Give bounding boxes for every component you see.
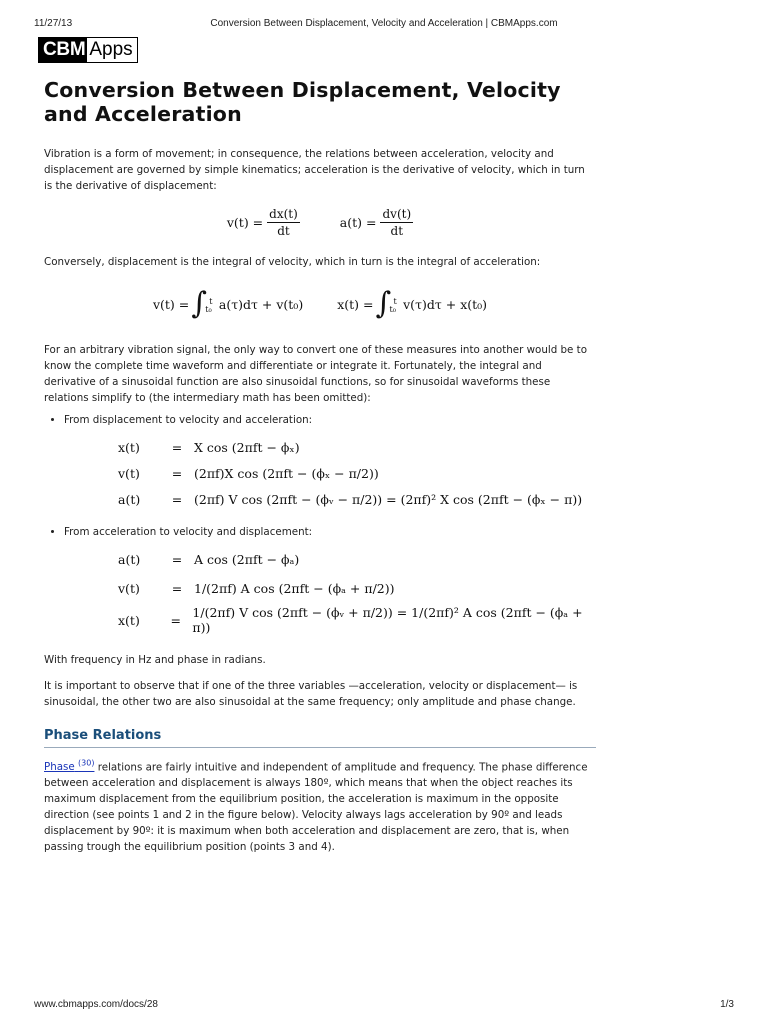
eq-lhs: v(t) (118, 580, 140, 596)
page-number: 1/3 (720, 999, 734, 1010)
v-fraction (267, 207, 300, 238)
conversely-paragraph: Conversely, displacement is the integral of velocity, which in turn is the integral of acceleration: (44, 256, 541, 268)
phase-text: relations are fairly intuitive and independent of amplitude and frequency. The phase difference between acceleration and displacement is always 180º, which means that when the object reaches its maximum displacement from the equilibrium position, the acceleration is maximum in the opposite direction (see points 1 and 2 in the figure below). Velocity always lags acceleration by 90º and leads displacement by 90º: it is maximum when both acceleration and displacement are zero, that is, when passing trough the equilibrium position (points 3 and 4). (44, 761, 588, 854)
logo-part-cbm: CBM (39, 38, 87, 62)
eq-rhs: X cos (2πft − ϕₓ) (194, 439, 300, 455)
phase-relations-section (44, 728, 596, 855)
int-lower: t₀ (205, 305, 212, 314)
a-fraction (380, 207, 413, 238)
eq-rhs: (2πf)X cos (2πft − (ϕₓ − π/2)) (194, 465, 379, 481)
eq-equals: = (171, 580, 183, 596)
phase-paragraph (44, 756, 596, 855)
bullet-list-1 (44, 412, 596, 428)
print-url: www.cbmapps.com/docs/28 (34, 999, 158, 1010)
cbmapps-logo[interactable] (38, 37, 138, 63)
phase-link[interactable] (44, 761, 94, 773)
bullet-acceleration: • From acceleration to velocity and displacement: (64, 524, 596, 540)
print-header (34, 18, 734, 32)
int-upper: t (393, 297, 397, 306)
eq-row (118, 572, 596, 604)
eq-lhs: a(t) (118, 551, 141, 567)
article-content (44, 78, 596, 855)
a-lhs: a(t) = (339, 214, 377, 230)
phase-link-count: (30) (78, 759, 95, 768)
frequency-note: With frequency in Hz and phase in radians. (44, 654, 266, 666)
eq-equals: = (171, 465, 183, 481)
eq-rhs: 1/(2πf) A cos (2πft − (ϕₐ + π/2)) (194, 580, 395, 596)
eq-row (118, 604, 596, 636)
int-x-body: v(τ)dτ + x(t₀) (403, 296, 488, 312)
v-denominator: dt (277, 223, 290, 238)
int-upper: t (209, 297, 213, 306)
eq-lhs: x(t) (118, 612, 140, 628)
equation-set-2 (118, 546, 596, 636)
logo-part-apps: Apps (87, 38, 136, 62)
eq-equals: = (171, 439, 183, 455)
eq-equals: = (171, 551, 183, 567)
phase-link-text: Phase (44, 761, 75, 774)
arbitrary-signal-paragraph: For an arbitrary vibration signal, the only way to convert one of these measures into another would be to know the complete time waveform and differentiate or integrate it. Fortunately, the integral and derivative of a sinusoidal function are also sinusoidal functions, so for sinusoidal waveforms these relations simplify to (the intermediary math has been omitted): (44, 344, 588, 404)
eq-lhs: a(t) (118, 491, 141, 507)
equation-set-1 (118, 434, 596, 512)
derivative-equations (44, 200, 596, 244)
int-lower: t₀ (389, 305, 396, 314)
section-heading-phase-relations: Phase Relations (44, 728, 596, 748)
observe-paragraph: It is important to observe that if one of the three variables —acceleration, velocity or displacement— is sinusoidal, the other two are also sinusoidal at the same frequency; only amplitude and phase change. (44, 680, 578, 708)
integral-equations (44, 276, 596, 332)
bullet-displacement: • From displacement to velocity and acceleration: (64, 412, 596, 428)
a-numerator: dv(t) (382, 206, 412, 221)
v-numerator: dx(t) (269, 206, 298, 221)
eq-lhs: x(t) (118, 439, 140, 455)
int-x-lhs: x(t) = (337, 296, 374, 312)
int-v-lhs: v(t) = (152, 296, 190, 312)
eq-row (118, 460, 596, 486)
eq-rhs: 1/(2πf) V cos (2πft − (ϕᵥ + π/2)) = 1/(2πf)² A cos (2πft − (ϕₐ + π)) (192, 605, 583, 635)
eq-lhs: v(t) (118, 465, 140, 481)
integral-sign: ∫ t t₀ (191, 289, 207, 319)
eq-rhs: (2πf) V cos (2πft − (ϕᵥ − π/2)) = (2πf)² X cos (2πft − (ϕₓ − π)) (194, 491, 583, 507)
integral-sign: ∫ t t₀ (375, 289, 391, 319)
print-page-title: Conversion Between Displacement, Velocity and Acceleration | CBMApps.com (210, 18, 558, 29)
eq-row (118, 434, 596, 460)
int-v-body: a(τ)dτ + v(t₀) (218, 296, 304, 312)
a-denominator: dt (390, 223, 404, 238)
eq-row (118, 546, 596, 572)
eq-equals: = (170, 612, 182, 628)
eq-equals: = (171, 491, 183, 507)
v-lhs: v(t) = (226, 214, 264, 230)
eq-rhs: A cos (2πft − ϕₐ) (194, 551, 300, 567)
page-title: Conversion Between Displacement, Velocity and Acceleration (44, 78, 561, 126)
eq-row (118, 486, 596, 512)
bullet-list-2 (44, 524, 596, 540)
intro-paragraph: Vibration is a form of movement; in consequence, the relations between acceleration, velocity and displacement are governed by simple kinematics; acceleration is the derivative of velocity, which in turn is the derivative of displacement: (44, 148, 585, 192)
print-date: 11/27/13 (34, 18, 73, 29)
